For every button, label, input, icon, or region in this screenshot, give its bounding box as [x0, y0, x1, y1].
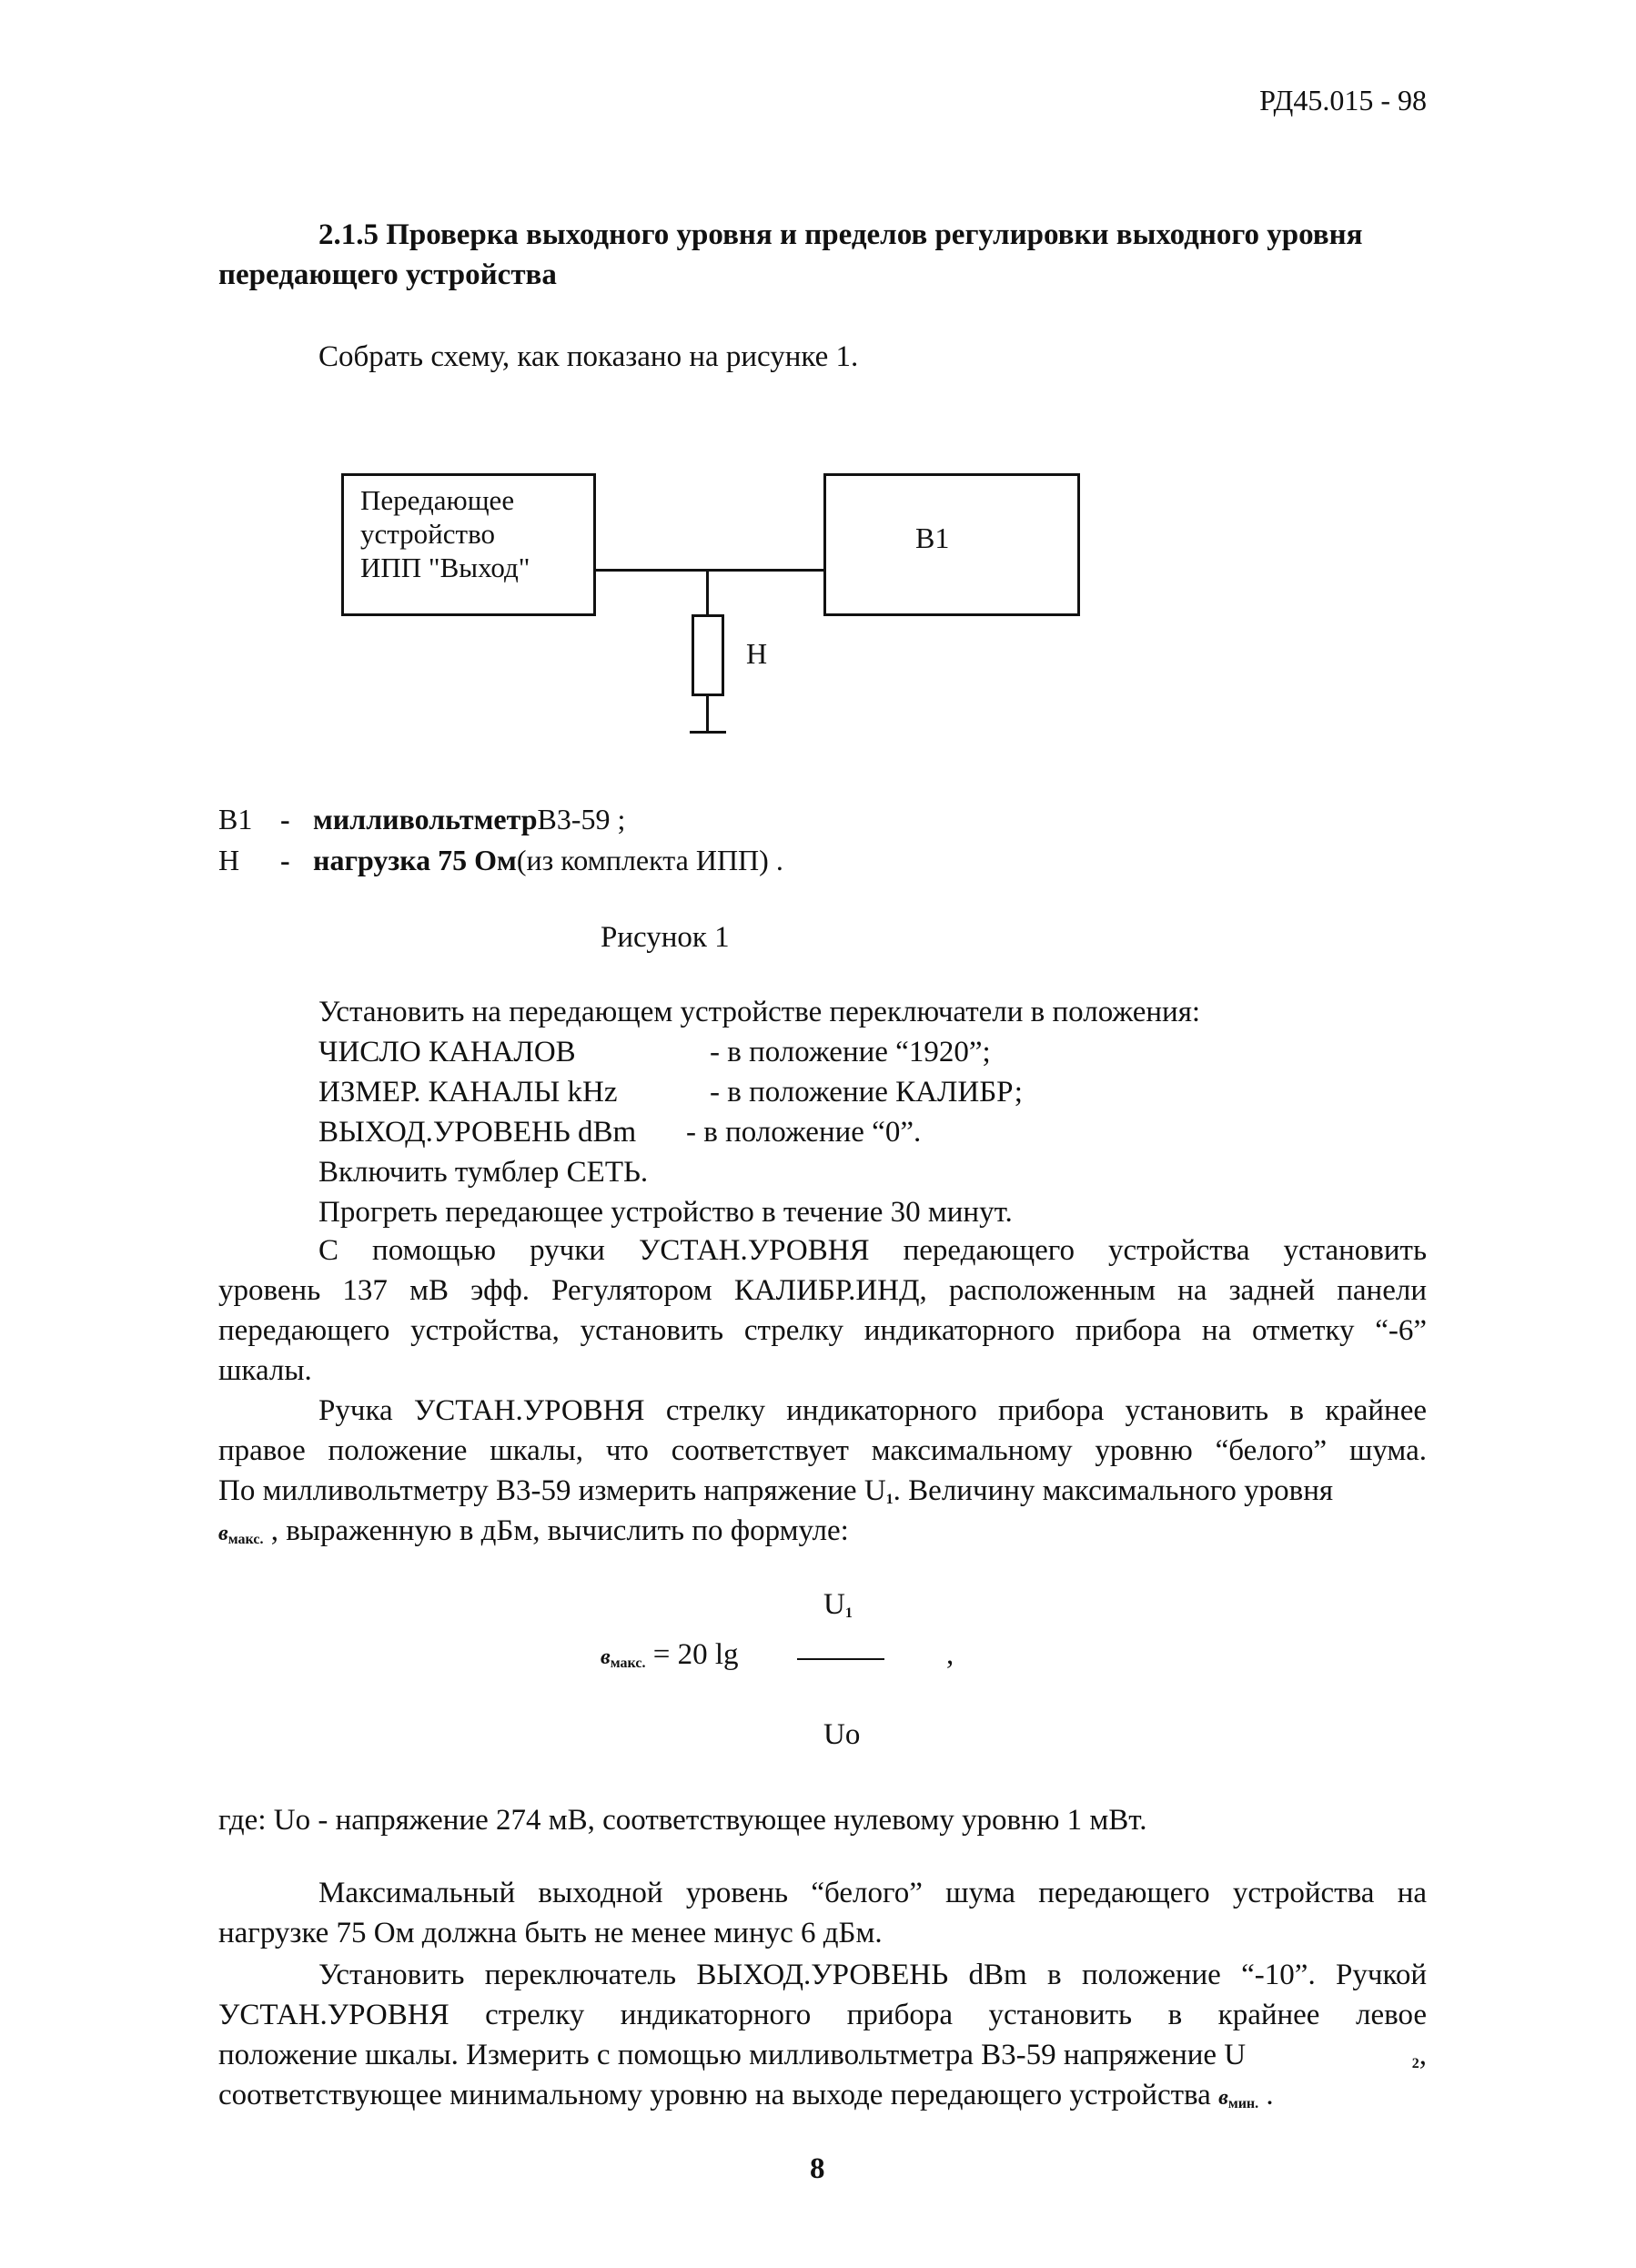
paragraph-1-line-3: передающего устройства, установить стрелку индикаторного прибора на отметку “-6” [218, 1314, 1427, 1347]
fraction-bar [797, 1658, 884, 1660]
load-lead-bottom [706, 696, 709, 733]
paragraph-3-line-2: нагрузке 75 Ом должна быть не менее минус 6 дБм. [218, 1917, 883, 1949]
millivoltmeter-box [823, 473, 1080, 616]
load-resistor [692, 614, 724, 696]
formula-numerator: $U_1$ [823, 1588, 853, 1621]
transmitter-box [341, 473, 596, 616]
legend-row-v1: В1 - милливольтметрВ3-59 ; [218, 803, 626, 835]
figure-caption: Рисунок 1 [601, 921, 730, 954]
millivoltmeter-label: В1 [915, 521, 950, 554]
paragraph-4-line-2: УСТАН.УРОВНЯ стрелку индикаторного прибора установить в крайнее левое [218, 1999, 1427, 2031]
formula-comma: , [946, 1638, 954, 1671]
warmup-text: Прогреть передающее устройство в течение 30 минут. [318, 1196, 1013, 1229]
paragraph-1-line-4: шкалы. [218, 1354, 312, 1387]
legend-row-load: Н - нагрузка 75 Ом(из комплекта ИПП) . [218, 844, 783, 876]
where-text: где: Uo - напряжение 274 мВ, соответствующее нулевому уровню 1 мВт. [218, 1804, 1147, 1837]
switch-row-output: ВЫХОД.УРОВЕНЬ dBm - в положение “0”. [318, 1116, 922, 1149]
transmitter-label-line-2: устройство [360, 518, 496, 550]
paragraph-2-line-1: Ручка УСТАН.УРОВНЯ стрелку индикаторного прибора установить в крайнее [318, 1394, 1427, 1427]
formula-denominator: Uo [823, 1718, 861, 1751]
paragraph-1-line-1: С помощью ручки УСТАН.УРОВНЯ передающего устройства установить [318, 1234, 1427, 1267]
paragraph-3-line-1: Максимальный выходной уровень “белого” шума передающего устройства на [318, 1877, 1427, 1909]
paragraph-2-line-2: правое положение шкалы, что соответствует максимальному уровню “белого” шума. [218, 1434, 1427, 1467]
formula-lhs: $в_{макс.} = 20$ lg [601, 1638, 739, 1671]
transmitter-label-line-3: ИПП "Выход" [360, 552, 530, 583]
connection-wire [596, 569, 823, 572]
section-intro: Собрать схему, как показано на рисунке 1. [318, 340, 859, 373]
transmitter-label-line-1: Передающее [360, 484, 515, 516]
paragraph-4-line-3: положение шкалы. Измерить с помощью милливольтметра В3-59 напряжение U $_2$, [218, 2039, 1427, 2071]
switch-row-measure: ИЗМЕР. КАНАЛЫ kHz - в положение КАЛИБР; [318, 1076, 1023, 1109]
paragraph-4-line-1: Установить переключатель ВЫХОД.УРОВЕНЬ dBm в положение “-10”. Ручкой [318, 1959, 1427, 1991]
section-title: 2.1.5 Проверка выходного уровня и пределов регулировки выходного уровня передающего устройства [218, 218, 1363, 291]
load-lead-top [706, 569, 709, 614]
paragraph-4-line-4: соответствующее минимальному уровню на выходе передающего устройства $в_{мин.}$ . [218, 2079, 1274, 2111]
paragraph-1-line-2: уровень 137 мВ эфф. Регулятором КАЛИБР.ИНД, расположенным на задней панели [218, 1274, 1427, 1307]
page-number: 8 [810, 2152, 825, 2185]
switch-row-channels: ЧИСЛО КАНАЛОВ - в положение “1920”; [318, 1036, 991, 1068]
paragraph-2-line-4: $в_{макс.}$ , выраженную в дБм, вычислить по формуле: [218, 1514, 849, 1547]
ground-symbol [690, 731, 726, 734]
document-code: РД45.015 - 98 [1259, 84, 1427, 116]
load-label: Н [746, 637, 768, 670]
paragraph-2-line-3: По милливольтметру В3-59 измерить напряжение $U_1$. Величину максимального уровня [218, 1474, 1334, 1507]
power-on-text: Включить тумблер СЕТЬ. [318, 1156, 649, 1189]
switches-intro: Установить на передающем устройстве переключатели в положения: [318, 996, 1201, 1028]
